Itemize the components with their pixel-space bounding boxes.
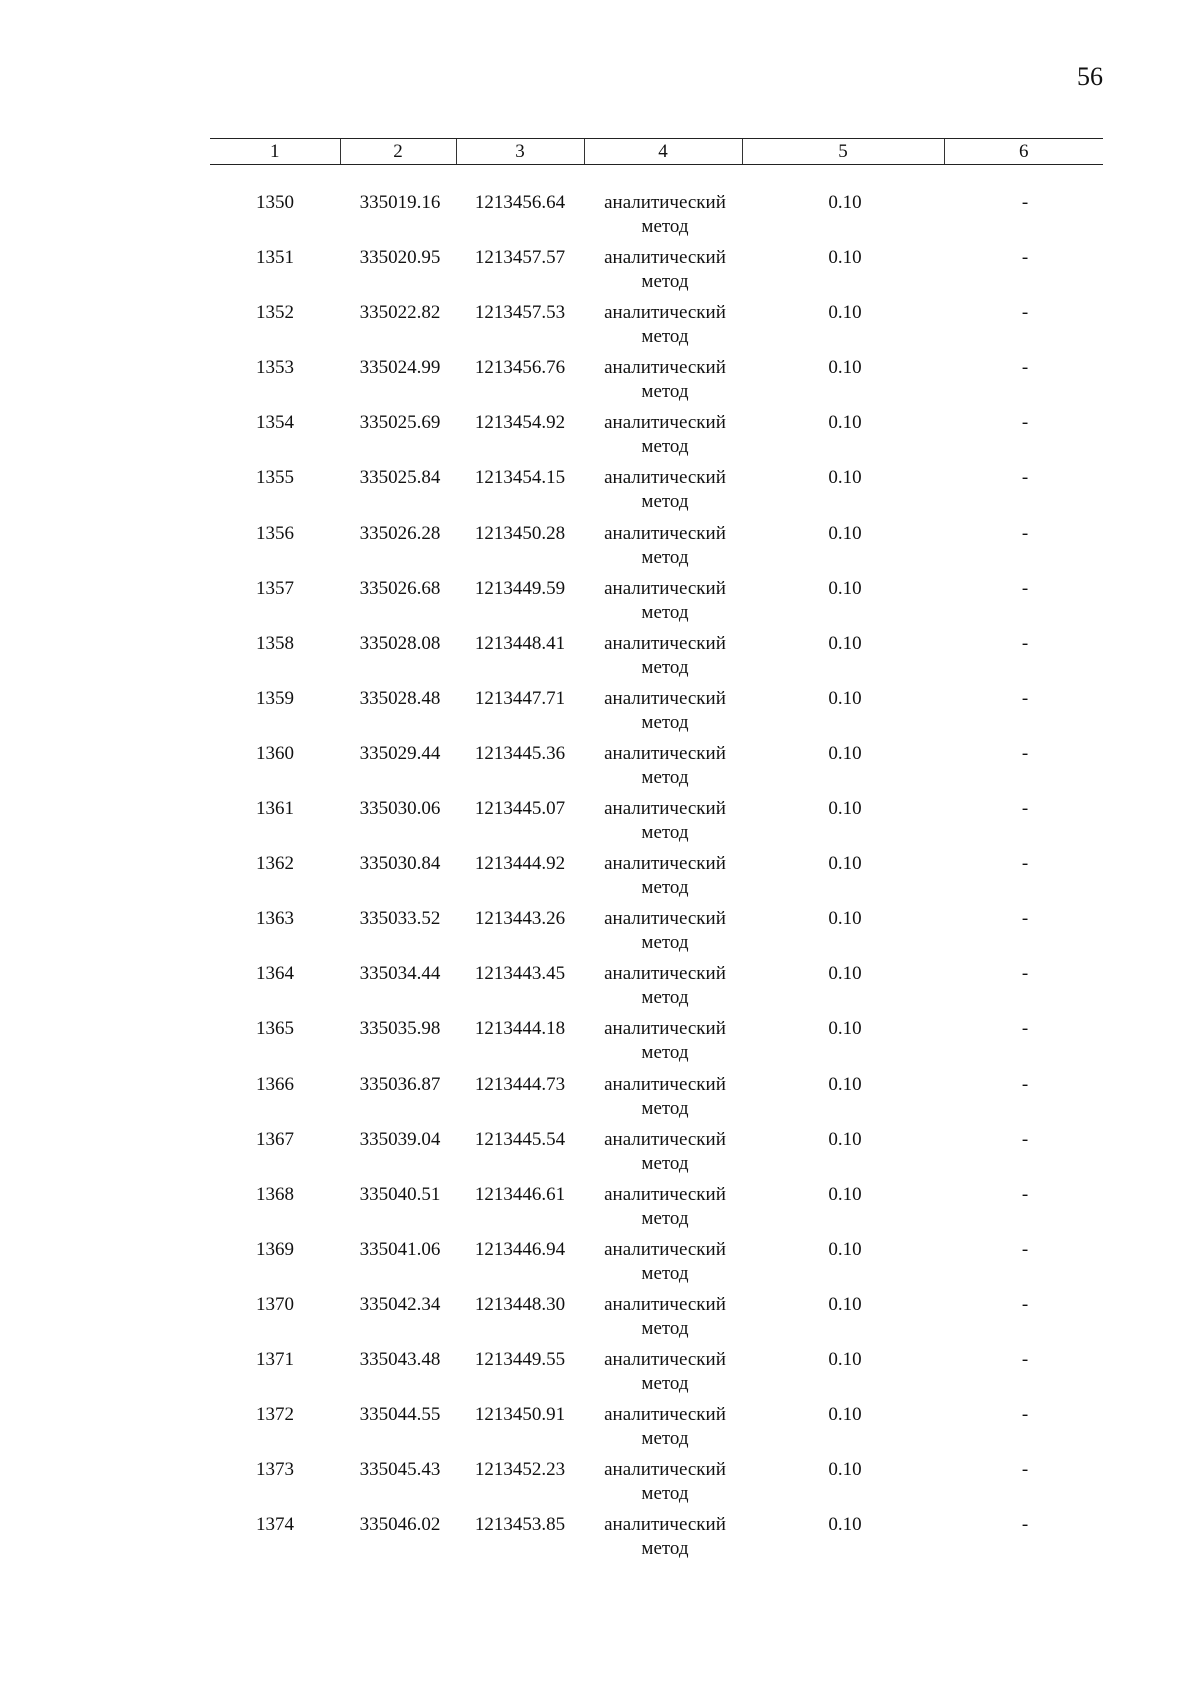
y-coordinate-cell: 1213454.92 — [474, 412, 566, 434]
accuracy-cell: 0.10 — [828, 742, 862, 764]
note-cell: - — [1021, 1238, 1029, 1260]
x-coordinate-cell: 335039.04 — [359, 1128, 441, 1150]
method-cell — [590, 466, 740, 514]
table-row — [0, 632, 1200, 687]
column-header-2: 2 — [340, 139, 456, 165]
method-cell — [590, 852, 740, 900]
point-number-cell: 1357 — [256, 577, 294, 599]
method-cell — [590, 1293, 740, 1341]
y-coordinate-cell: 1213445.07 — [474, 798, 566, 820]
method-cell — [590, 246, 740, 294]
point-number-cell: 1363 — [256, 908, 294, 930]
accuracy-cell: 0.10 — [828, 1404, 862, 1426]
point-number-cell: 1368 — [256, 1183, 294, 1205]
accuracy-cell: 0.10 — [828, 1459, 862, 1481]
method-line-1: аналитический — [604, 742, 726, 764]
point-number-cell: 1371 — [256, 1348, 294, 1370]
method-line-2: метод — [641, 436, 689, 458]
accuracy-cell: 0.10 — [828, 1128, 862, 1150]
method-cell — [590, 1513, 740, 1561]
note-cell: - — [1021, 632, 1029, 654]
y-coordinate-cell: 1213445.54 — [474, 1128, 566, 1150]
method-line-2: метод — [641, 326, 689, 348]
point-number-cell: 1369 — [256, 1238, 294, 1260]
y-coordinate-cell: 1213449.55 — [474, 1348, 566, 1370]
point-number-cell: 1354 — [256, 412, 294, 434]
x-coordinate-cell: 335040.51 — [359, 1183, 441, 1205]
method-line-1: аналитический — [604, 687, 726, 709]
method-line-1: аналитический — [604, 1459, 726, 1481]
table-row — [0, 1017, 1200, 1072]
method-line-2: метод — [641, 1207, 689, 1229]
x-coordinate-cell: 335030.84 — [359, 853, 441, 875]
table-row — [0, 962, 1200, 1017]
method-line-1: аналитический — [604, 1293, 726, 1315]
y-coordinate-cell: 1213449.59 — [474, 577, 566, 599]
point-number-cell: 1355 — [256, 467, 294, 489]
method-line-1: аналитический — [604, 467, 726, 489]
x-coordinate-cell: 335026.28 — [359, 522, 441, 544]
method-line-2: метод — [641, 1097, 689, 1119]
note-cell: - — [1021, 687, 1029, 709]
table-row — [0, 1073, 1200, 1128]
y-coordinate-cell: 1213446.61 — [474, 1183, 566, 1205]
method-line-2: метод — [641, 822, 689, 844]
method-cell — [590, 1238, 740, 1286]
method-cell — [590, 1458, 740, 1506]
x-coordinate-cell: 335042.34 — [359, 1293, 441, 1315]
x-coordinate-cell: 335035.98 — [359, 1018, 441, 1040]
method-line-1: аналитический — [604, 577, 726, 599]
accuracy-cell: 0.10 — [828, 1514, 862, 1536]
point-number-cell: 1372 — [256, 1404, 294, 1426]
method-line-2: метод — [641, 1538, 689, 1560]
column-header-5: 5 — [742, 139, 944, 165]
table-row — [0, 577, 1200, 632]
point-number-cell: 1366 — [256, 1073, 294, 1095]
table-row — [0, 1348, 1200, 1403]
accuracy-cell: 0.10 — [828, 1348, 862, 1370]
note-cell: - — [1021, 302, 1029, 324]
method-line-1: аналитический — [604, 412, 726, 434]
y-coordinate-cell: 1213446.94 — [474, 1238, 566, 1260]
note-cell: - — [1021, 357, 1029, 379]
point-number-cell: 1360 — [256, 742, 294, 764]
method-line-2: метод — [641, 711, 689, 733]
note-cell: - — [1021, 1128, 1029, 1150]
x-coordinate-cell: 335022.82 — [359, 302, 441, 324]
x-coordinate-cell: 335030.06 — [359, 798, 441, 820]
method-cell — [590, 632, 740, 680]
method-line-2: метод — [641, 987, 689, 1009]
x-coordinate-cell: 335044.55 — [359, 1404, 441, 1426]
note-cell: - — [1021, 1073, 1029, 1095]
x-coordinate-cell: 335045.43 — [359, 1459, 441, 1481]
method-line-1: аналитический — [604, 632, 726, 654]
point-number-cell: 1350 — [256, 192, 294, 213]
accuracy-cell: 0.10 — [828, 1293, 862, 1315]
method-line-1: аналитический — [604, 247, 726, 269]
method-line-2: метод — [641, 546, 689, 568]
method-line-1: аналитический — [604, 1514, 726, 1536]
y-coordinate-cell: 1213448.41 — [474, 632, 566, 654]
accuracy-cell: 0.10 — [828, 1238, 862, 1260]
method-line-2: метод — [641, 271, 689, 293]
method-cell — [590, 1348, 740, 1396]
x-coordinate-cell: 335029.44 — [359, 742, 441, 764]
y-coordinate-cell: 1213450.28 — [474, 522, 566, 544]
accuracy-cell: 0.10 — [828, 963, 862, 985]
method-line-2: метод — [641, 1372, 689, 1394]
table-row — [0, 1458, 1200, 1513]
point-number-cell: 1370 — [256, 1293, 294, 1315]
method-line-2: метод — [641, 1262, 689, 1284]
note-cell: - — [1021, 1018, 1029, 1040]
point-number-cell: 1353 — [256, 357, 294, 379]
point-number-cell: 1351 — [256, 247, 294, 269]
y-coordinate-cell: 1213444.73 — [474, 1073, 566, 1095]
method-line-2: метод — [641, 656, 689, 678]
point-number-cell: 1364 — [256, 963, 294, 985]
method-cell — [590, 797, 740, 845]
point-number-cell: 1358 — [256, 632, 294, 654]
method-line-2: метод — [641, 1152, 689, 1174]
note-cell: - — [1021, 412, 1029, 434]
method-cell — [590, 577, 740, 625]
x-coordinate-cell: 335025.84 — [359, 467, 441, 489]
note-cell: - — [1021, 247, 1029, 269]
accuracy-cell: 0.10 — [828, 908, 862, 930]
column-header-4: 4 — [584, 139, 742, 165]
method-cell — [590, 687, 740, 735]
method-line-2: метод — [641, 216, 689, 237]
method-line-1: аналитический — [604, 853, 726, 875]
y-coordinate-cell: 1213453.85 — [474, 1514, 566, 1536]
y-coordinate-cell: 1213456.76 — [474, 357, 566, 379]
x-coordinate-cell: 335036.87 — [359, 1073, 441, 1095]
x-coordinate-cell: 335034.44 — [359, 963, 441, 985]
note-cell: - — [1021, 908, 1029, 930]
accuracy-cell: 0.10 — [828, 192, 862, 213]
note-cell: - — [1021, 1459, 1029, 1481]
method-line-1: аналитический — [604, 357, 726, 379]
x-coordinate-cell: 335026.68 — [359, 577, 441, 599]
method-cell — [590, 1183, 740, 1231]
accuracy-cell: 0.10 — [828, 302, 862, 324]
y-coordinate-cell: 1213456.64 — [474, 192, 566, 213]
note-cell: - — [1021, 577, 1029, 599]
table-row — [0, 852, 1200, 907]
y-coordinate-cell: 1213448.30 — [474, 1293, 566, 1315]
method-line-1: аналитический — [604, 302, 726, 324]
y-coordinate-cell: 1213445.36 — [474, 742, 566, 764]
method-line-2: метод — [641, 1483, 689, 1505]
method-line-2: метод — [641, 1042, 689, 1064]
method-cell — [590, 962, 740, 1010]
method-line-1: аналитический — [604, 1183, 726, 1205]
method-line-1: аналитический — [604, 1073, 726, 1095]
column-header-6: 6 — [944, 139, 1103, 165]
column-header-table — [210, 138, 1103, 165]
accuracy-cell: 0.10 — [828, 577, 862, 599]
y-coordinate-cell: 1213444.18 — [474, 1018, 566, 1040]
method-cell — [590, 742, 740, 790]
table-row — [0, 411, 1200, 466]
note-cell: - — [1021, 853, 1029, 875]
column-header-3: 3 — [456, 139, 584, 165]
method-cell — [590, 1403, 740, 1451]
point-number-cell: 1352 — [256, 302, 294, 324]
point-number-cell: 1367 — [256, 1128, 294, 1150]
note-cell: - — [1021, 1293, 1029, 1315]
y-coordinate-cell: 1213450.91 — [474, 1404, 566, 1426]
y-coordinate-cell: 1213452.23 — [474, 1459, 566, 1481]
method-cell — [590, 411, 740, 459]
y-coordinate-cell: 1213457.57 — [474, 247, 566, 269]
x-coordinate-cell: 335020.95 — [359, 247, 441, 269]
point-number-cell: 1359 — [256, 687, 294, 709]
x-coordinate-cell: 335046.02 — [359, 1514, 441, 1536]
point-number-cell: 1373 — [256, 1459, 294, 1481]
method-line-2: метод — [641, 1428, 689, 1450]
x-coordinate-cell: 335043.48 — [359, 1348, 441, 1370]
x-coordinate-cell: 335033.52 — [359, 908, 441, 930]
accuracy-cell: 0.10 — [828, 687, 862, 709]
y-coordinate-cell: 1213443.26 — [474, 908, 566, 930]
method-cell — [590, 301, 740, 349]
x-coordinate-cell: 335041.06 — [359, 1238, 441, 1260]
method-line-1: аналитический — [604, 908, 726, 930]
note-cell: - — [1021, 798, 1029, 820]
accuracy-cell: 0.10 — [828, 467, 862, 489]
method-cell — [590, 1017, 740, 1065]
table-row — [0, 687, 1200, 742]
accuracy-cell: 0.10 — [828, 247, 862, 269]
note-cell: - — [1021, 522, 1029, 544]
method-cell — [590, 356, 740, 404]
method-line-2: метод — [641, 601, 689, 623]
accuracy-cell: 0.10 — [828, 522, 862, 544]
method-line-2: метод — [641, 766, 689, 788]
point-number-cell: 1365 — [256, 1018, 294, 1040]
note-cell: - — [1021, 963, 1029, 985]
note-cell: - — [1021, 467, 1029, 489]
accuracy-cell: 0.10 — [828, 412, 862, 434]
method-line-1: аналитический — [604, 1404, 726, 1426]
accuracy-cell: 0.10 — [828, 632, 862, 654]
accuracy-cell: 0.10 — [828, 357, 862, 379]
accuracy-cell: 0.10 — [828, 1018, 862, 1040]
y-coordinate-cell: 1213443.45 — [474, 963, 566, 985]
note-cell: - — [1021, 1348, 1029, 1370]
column-header-row — [210, 139, 1103, 165]
column-header-1: 1 — [210, 139, 340, 165]
method-line-1: аналитический — [604, 1348, 726, 1370]
table-row — [0, 1183, 1200, 1238]
method-line-1: аналитический — [604, 1128, 726, 1150]
table-row — [0, 301, 1200, 356]
x-coordinate-cell: 335028.48 — [359, 687, 441, 709]
method-line-1: аналитический — [604, 192, 726, 213]
table-row — [0, 466, 1200, 521]
point-number-cell: 1362 — [256, 853, 294, 875]
method-line-1: аналитический — [604, 963, 726, 985]
accuracy-cell: 0.10 — [828, 1073, 862, 1095]
method-line-2: метод — [641, 491, 689, 513]
method-line-1: аналитический — [604, 798, 726, 820]
method-cell — [590, 191, 740, 239]
table-row — [0, 797, 1200, 852]
table-row — [0, 246, 1200, 301]
table-row — [0, 1293, 1200, 1348]
table-row — [0, 522, 1200, 577]
method-cell — [590, 1128, 740, 1176]
y-coordinate-cell: 1213454.15 — [474, 467, 566, 489]
note-cell: - — [1021, 742, 1029, 764]
table-row — [0, 742, 1200, 797]
x-coordinate-cell: 335025.69 — [359, 412, 441, 434]
accuracy-cell: 0.10 — [828, 853, 862, 875]
method-line-1: аналитический — [604, 522, 726, 544]
x-coordinate-cell: 335028.08 — [359, 632, 441, 654]
table-row — [0, 1513, 1200, 1568]
method-line-2: метод — [641, 1317, 689, 1339]
note-cell: - — [1021, 192, 1029, 213]
method-line-2: метод — [641, 381, 689, 403]
x-coordinate-cell: 335019.16 — [359, 192, 441, 213]
method-cell — [590, 522, 740, 570]
table-row — [0, 907, 1200, 962]
method-line-2: метод — [641, 877, 689, 899]
y-coordinate-cell: 1213444.92 — [474, 853, 566, 875]
table-row — [0, 1403, 1200, 1458]
table-row — [0, 356, 1200, 411]
method-line-1: аналитический — [604, 1018, 726, 1040]
table-body — [0, 191, 1200, 1568]
point-number-cell: 1361 — [256, 798, 294, 820]
page-number: 56 — [1077, 62, 1103, 91]
note-cell: - — [1021, 1514, 1029, 1536]
method-cell — [590, 907, 740, 955]
accuracy-cell: 0.10 — [828, 1183, 862, 1205]
table-row — [0, 1128, 1200, 1183]
x-coordinate-cell: 335024.99 — [359, 357, 441, 379]
method-cell — [590, 1073, 740, 1121]
method-line-1: аналитический — [604, 1238, 726, 1260]
point-number-cell: 1374 — [256, 1514, 294, 1536]
point-number-cell: 1356 — [256, 522, 294, 544]
note-cell: - — [1021, 1404, 1029, 1426]
note-cell: - — [1021, 1183, 1029, 1205]
accuracy-cell: 0.10 — [828, 798, 862, 820]
table-row — [0, 1238, 1200, 1293]
y-coordinate-cell: 1213447.71 — [474, 687, 566, 709]
y-coordinate-cell: 1213457.53 — [474, 302, 566, 324]
table-row — [0, 191, 1200, 246]
method-line-2: метод — [641, 932, 689, 954]
